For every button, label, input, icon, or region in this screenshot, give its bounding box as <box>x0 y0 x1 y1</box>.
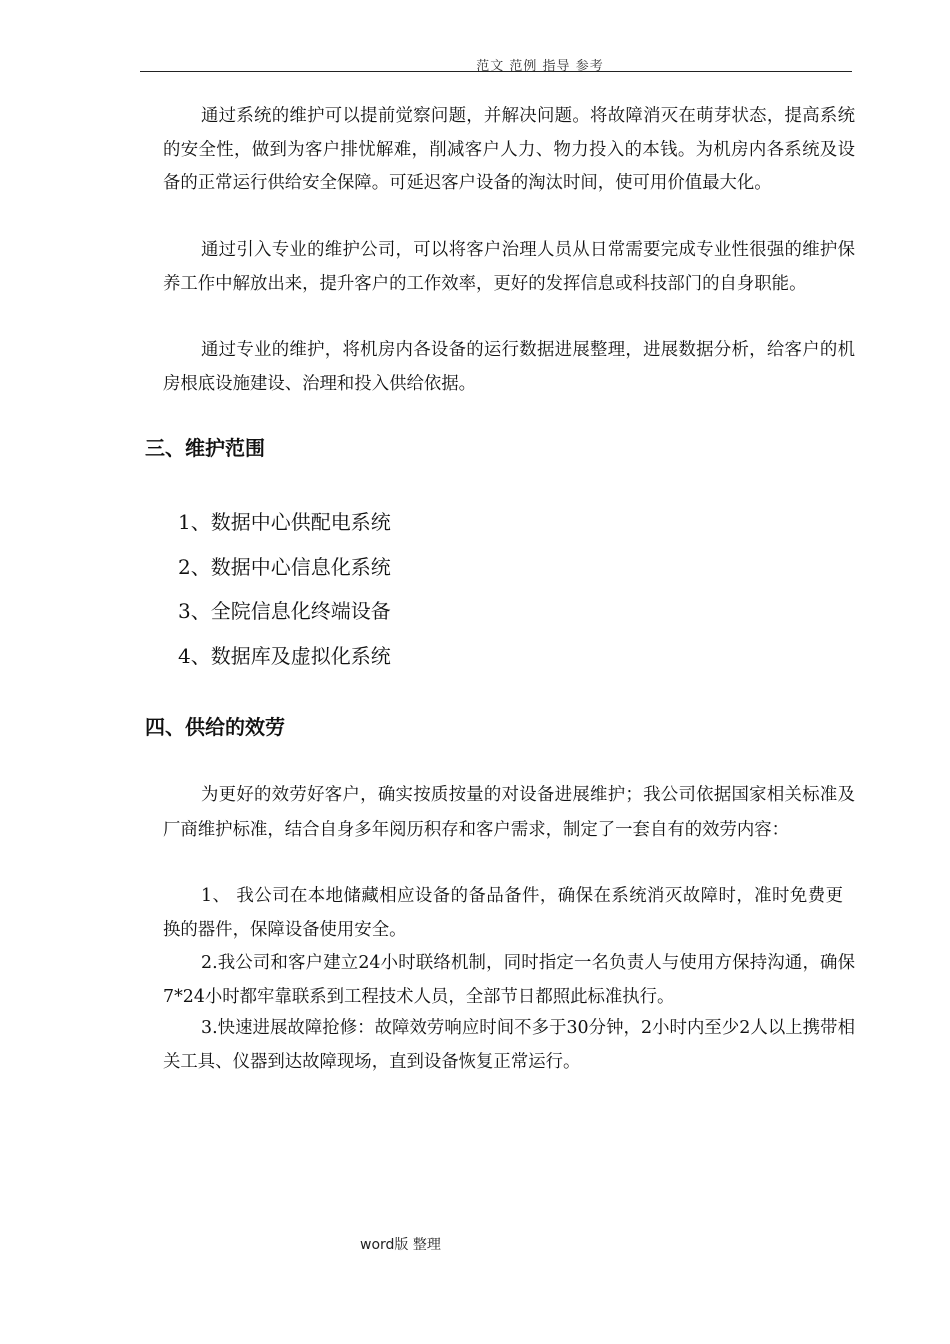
page-footer: word版 整理 <box>360 1237 441 1253</box>
service-item-2: 2.我公司和客户建立24小时联络机制，同时指定一名负责人与使用方保持沟通，确保7*24小时都牢靠联系到工程技术人员，全部节日都照此标准执行。 <box>163 953 855 1007</box>
service-intro-paragraph: 为更好的效劳好客户，确实按质按量的对设备进展维护；我公司依据国家相关标准及厂商维护标准，结合自身多年阅历积存和客户需求，制定了一套自有的效劳内容： <box>163 785 855 840</box>
list-item: 4、数据库及虚拟化系统 <box>178 643 391 668</box>
service-item-3: 3.快速进展故障抢修：故障效劳响应时间不多于30分钟，2小时内至少2人以上携带相关工具、仪器到达故障现场，直到设备恢复正常运行。 <box>163 1018 855 1072</box>
list-item: 2、数据中心信息化系统 <box>178 554 391 579</box>
intro-paragraph-1: 通过系统的维护可以提前觉察问题，并解决问题。将故障消灭在萌芽状态，提高系统的安全性，做到为客户排忧解难，削减客户人力、物力投入的本钱。为机房内各系统及设备的正常运行供给安全保障。可延迟客户设备的淘汰时间，使可用价值最大化。 <box>163 106 855 193</box>
list-item: 1、数据中心供配电系统 <box>178 510 391 534</box>
page-header: 范文 范例 指导 参考 <box>476 59 604 74</box>
intro-paragraph-3: 通过专业的维护，将机房内各设备的运行数据进展整理，进展数据分析，给客户的机房根底设施建设、治理和投入供给依据。 <box>163 340 855 394</box>
intro-paragraph-2: 通过引入专业的维护公司，可以将客户治理人员从日常需要完成专业性很强的维护保养工作中解放出来，提升客户的工作效率，更好的发挥信息或科技部门的自身职能。 <box>163 240 855 294</box>
scope-list <box>178 500 391 678</box>
section-3-heading: 三、维护范围 <box>145 436 265 460</box>
service-item-1: 1、 我公司在本地储藏相应设备的备品备件，确保在系统消灭故障时，准时免费更换的器件，保障设备使用安全。 <box>163 886 843 940</box>
section-4-heading: 四、供给的效劳 <box>145 715 285 739</box>
list-item: 3、全院信息化终端设备 <box>178 599 391 623</box>
header-divider <box>140 71 852 72</box>
